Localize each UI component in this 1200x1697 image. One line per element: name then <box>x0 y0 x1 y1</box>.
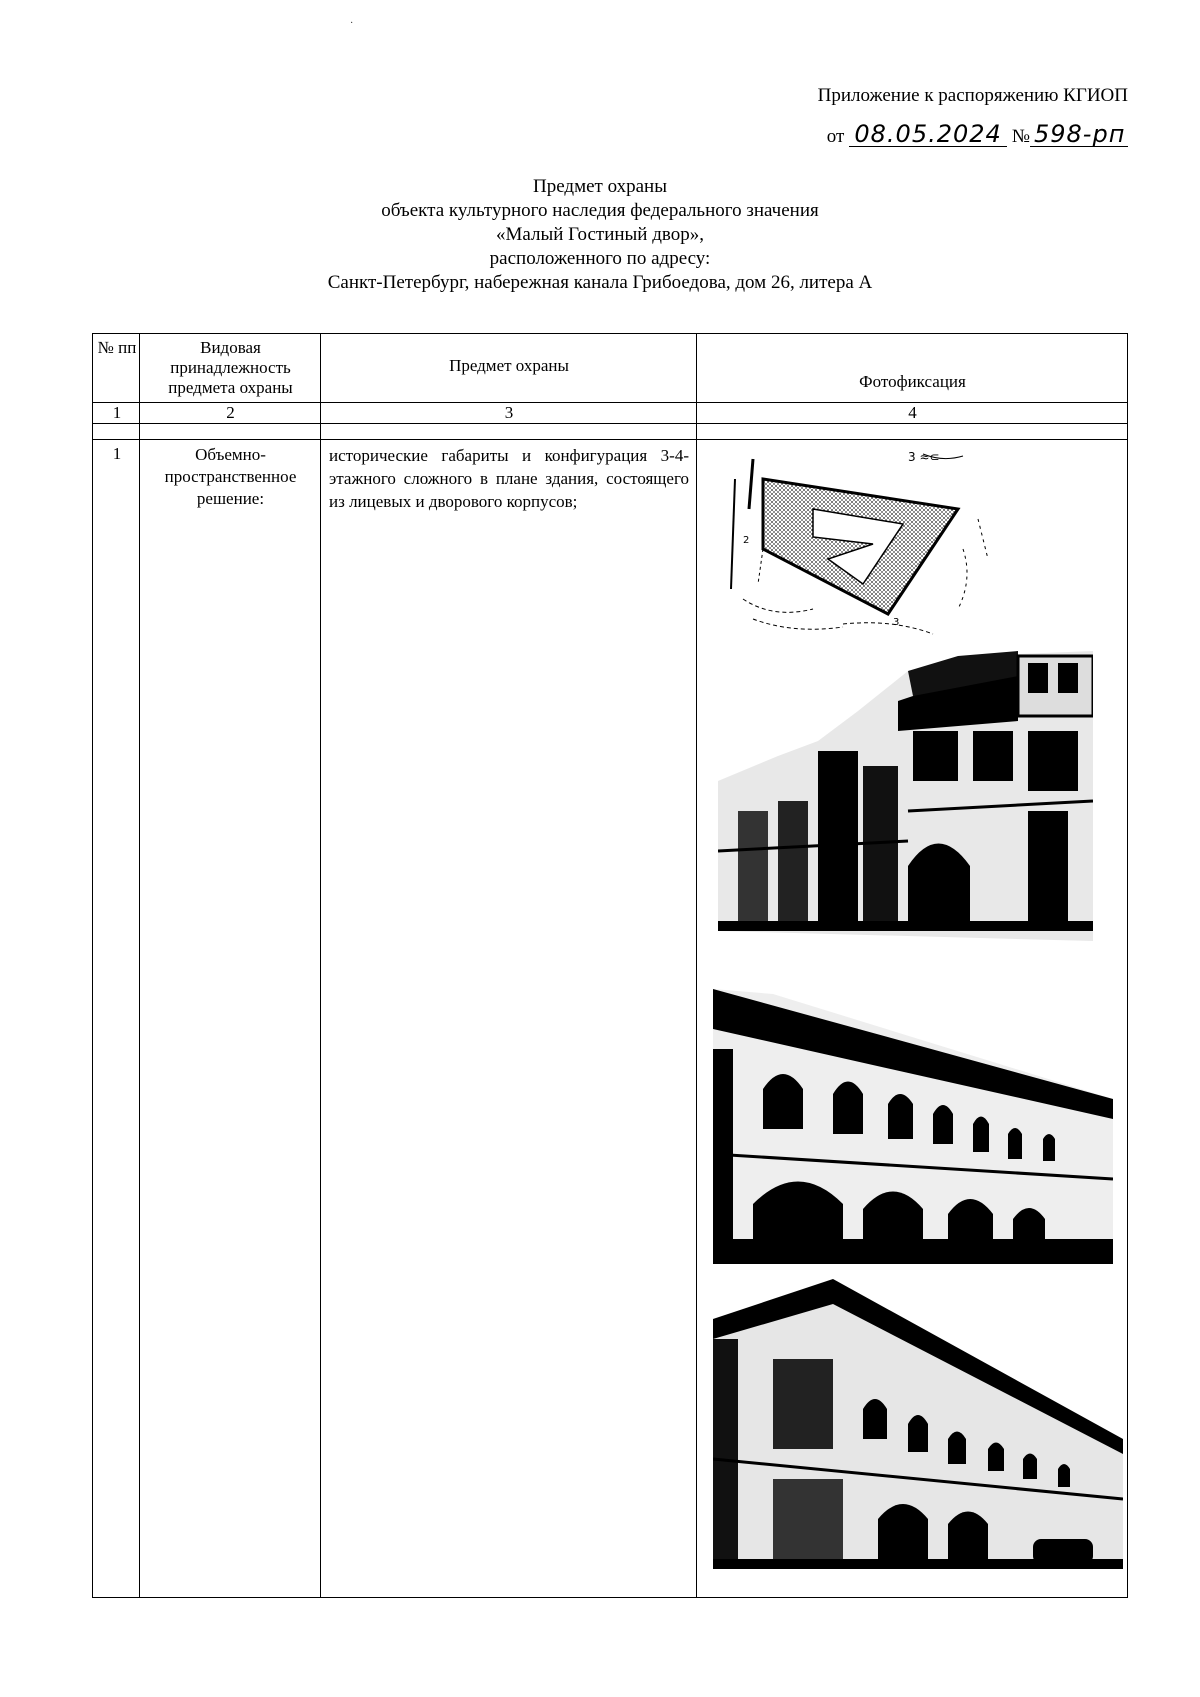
svg-text:2: 2 <box>743 535 750 546</box>
header-photo: Фотофиксация <box>859 372 966 391</box>
row-subject: исторические габариты и конфигурация 3-4-этажного сложного в плане здания, состоящего из лицевых и дворового корпусов; <box>329 446 689 511</box>
column-number: 3 <box>504 403 514 422</box>
row-number: 1 <box>112 444 122 463</box>
table-divider <box>93 439 1127 440</box>
title-line-4: расположенного по адресу: <box>489 248 711 269</box>
building-facade-photo <box>718 651 1093 951</box>
column-number: 4 <box>908 403 917 422</box>
svg-text:3: 3 <box>893 617 900 628</box>
header-category: Видовая принадлежность предмета охраны <box>168 338 293 397</box>
corner-facade-photo <box>713 1279 1123 1569</box>
table-divider <box>320 334 321 1597</box>
header-num: № пп <box>97 338 137 357</box>
title-line-2: объекта культурного наследия федерального значения <box>381 200 819 221</box>
document-title <box>100 175 1100 295</box>
date-prefix: от <box>826 126 845 147</box>
order-number: 598-рп <box>1030 122 1128 147</box>
table-divider <box>696 334 697 1597</box>
column-number: 2 <box>226 403 235 422</box>
title-line-1: Предмет охраны <box>533 176 667 197</box>
svg-text:3 ≈⊂: 3 ≈⊂ <box>908 450 940 464</box>
appendix-line: Приложение к распоряжению КГИОП <box>817 85 1128 106</box>
header-subject: Предмет охраны <box>449 356 569 375</box>
scan-speck: · <box>350 18 354 29</box>
title-line-5: Санкт-Петербург, набережная канала Грибоедова, дом 26, литера А <box>327 272 873 293</box>
appendix-header <box>708 84 1128 149</box>
order-date: 08.05.2024 <box>849 122 1007 147</box>
site-plan-drawing <box>723 449 1083 639</box>
order-date-line <box>708 122 1128 149</box>
protection-table <box>92 333 1128 1598</box>
title-line-3: «Малый Гостиный двор», <box>496 224 704 245</box>
table-divider <box>139 334 140 1597</box>
table-divider <box>93 423 1127 424</box>
arcade-facade-photo <box>713 989 1113 1264</box>
column-number: 1 <box>112 403 122 422</box>
row-category: Объемно-пространственное решение: <box>164 445 297 508</box>
number-prefix: № <box>1011 126 1030 147</box>
